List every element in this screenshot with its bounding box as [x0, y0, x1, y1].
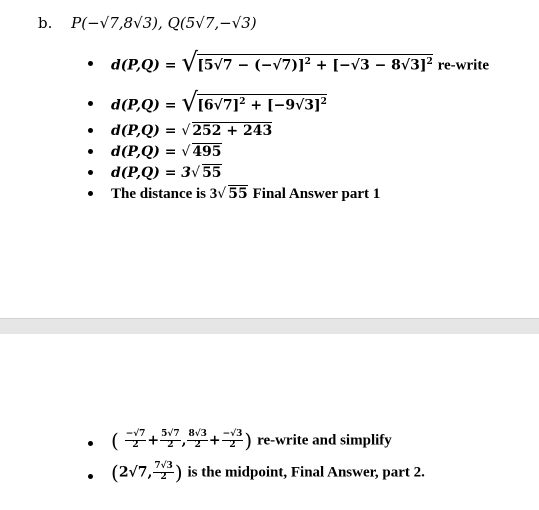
step-1-term-a: [5√7 − (−√7)] [197, 57, 305, 74]
problem-label: b. [38, 14, 53, 32]
step-3-equation [111, 122, 272, 138]
step-1-lhs: d(P,Q) = [111, 57, 177, 74]
bullet-icon [88, 149, 93, 154]
midpoint-x-coordinate: 2√7, [118, 464, 153, 481]
fraction-2 [160, 430, 180, 451]
step-2-term-b: + [−9√3] [245, 97, 321, 114]
bullet-icon [88, 128, 93, 133]
midpoint-step-2-note: is the midpoint, Final Answer, part 2. [187, 464, 425, 481]
step-6-radicand: 55 [228, 186, 248, 202]
step-1-exp-a: 2 [304, 57, 311, 67]
midpoint-step-1-expression: ( $\frac{-√7}{2}$ + $\frac{5√7}{2}$ , $\frac{8√3}{2}$ + $\frac{-√3}{2}$ ) re-write and simplify [111, 428, 392, 453]
midpoint-y-numerator: 7√3 [154, 461, 173, 471]
page-bottom [0, 334, 539, 510]
fraction-2-numerator: 5√7 [161, 429, 180, 439]
fraction-4-denominator: 2 [229, 439, 236, 450]
fraction-1-numerator: −√7 [125, 429, 146, 439]
bullet-icon [88, 61, 93, 66]
step-2-exp-a: 2 [239, 97, 246, 107]
step-1-note: re-write [437, 57, 489, 74]
fraction-1 [125, 430, 147, 451]
step-5-lhs: d(P,Q) = 3 [111, 165, 192, 181]
step-1-term-b: + [−√3 − 8√3] [310, 57, 427, 74]
midpoint-y-denominator: 2 [160, 471, 167, 482]
fraction-2-denominator: 2 [167, 439, 174, 450]
fraction-3-denominator: 2 [194, 439, 201, 450]
step-4-lhs: d(P,Q) = [111, 144, 177, 160]
problem-points: P(−√7,8√3), Q(5√7,−√3) [71, 14, 257, 32]
step-5-radical [191, 164, 221, 180]
step-3-radical [181, 122, 272, 138]
fraction-4-numerator: −√3 [222, 429, 243, 439]
step-6-text-after: Final Answer part 1 [252, 186, 381, 202]
step-2-exp-b: 2 [320, 97, 327, 107]
fraction-3 [187, 430, 207, 451]
step-2-lhs: d(P,Q) = [111, 97, 177, 114]
problem-heading [38, 14, 257, 32]
midpoint-step-2-expression: (2√7, $\frac{7√3}{2}$ ) is the midpoint, Final Answer, part 2. [111, 460, 425, 485]
step-1-radical: √ $[5√7 - (-√7)]^2 + [-√3 - 8√3]^2$ [181, 47, 433, 78]
step-5-radicand: 55 [202, 165, 222, 181]
step-6-radical [217, 185, 247, 201]
step-2-term-a: [6√7] [197, 97, 240, 114]
fraction-4 [222, 430, 244, 451]
bullet-icon [88, 170, 93, 175]
fraction-1-denominator: 2 [132, 439, 139, 450]
fraction-3-numerator: 8√3 [188, 429, 207, 439]
bullet-icon [88, 474, 93, 479]
bullet-icon [88, 191, 93, 196]
step-2-radical: √ $[6√7]^2 + [-9√3]^2$ [181, 87, 327, 118]
page-separator [0, 318, 539, 335]
step-6-text-before: The distance is 3 [111, 186, 218, 202]
step-4-radical [181, 143, 221, 159]
step-5-equation [111, 164, 222, 180]
step-1-equation [111, 47, 489, 78]
bullet-icon [88, 101, 93, 106]
bullet-icon [88, 441, 93, 446]
step-4-equation [111, 143, 222, 159]
step-1-exp-b: 2 [426, 57, 433, 67]
step-2-equation [111, 87, 327, 118]
midpoint-y-fraction [153, 462, 173, 483]
step-3-lhs: d(P,Q) = [111, 123, 177, 139]
step-3-radicand: 252 + 243 [192, 123, 273, 139]
step-6-statement [111, 185, 380, 202]
step-4-radicand: 495 [192, 144, 222, 160]
midpoint-step-1-note: re-write and simplify [257, 432, 392, 449]
